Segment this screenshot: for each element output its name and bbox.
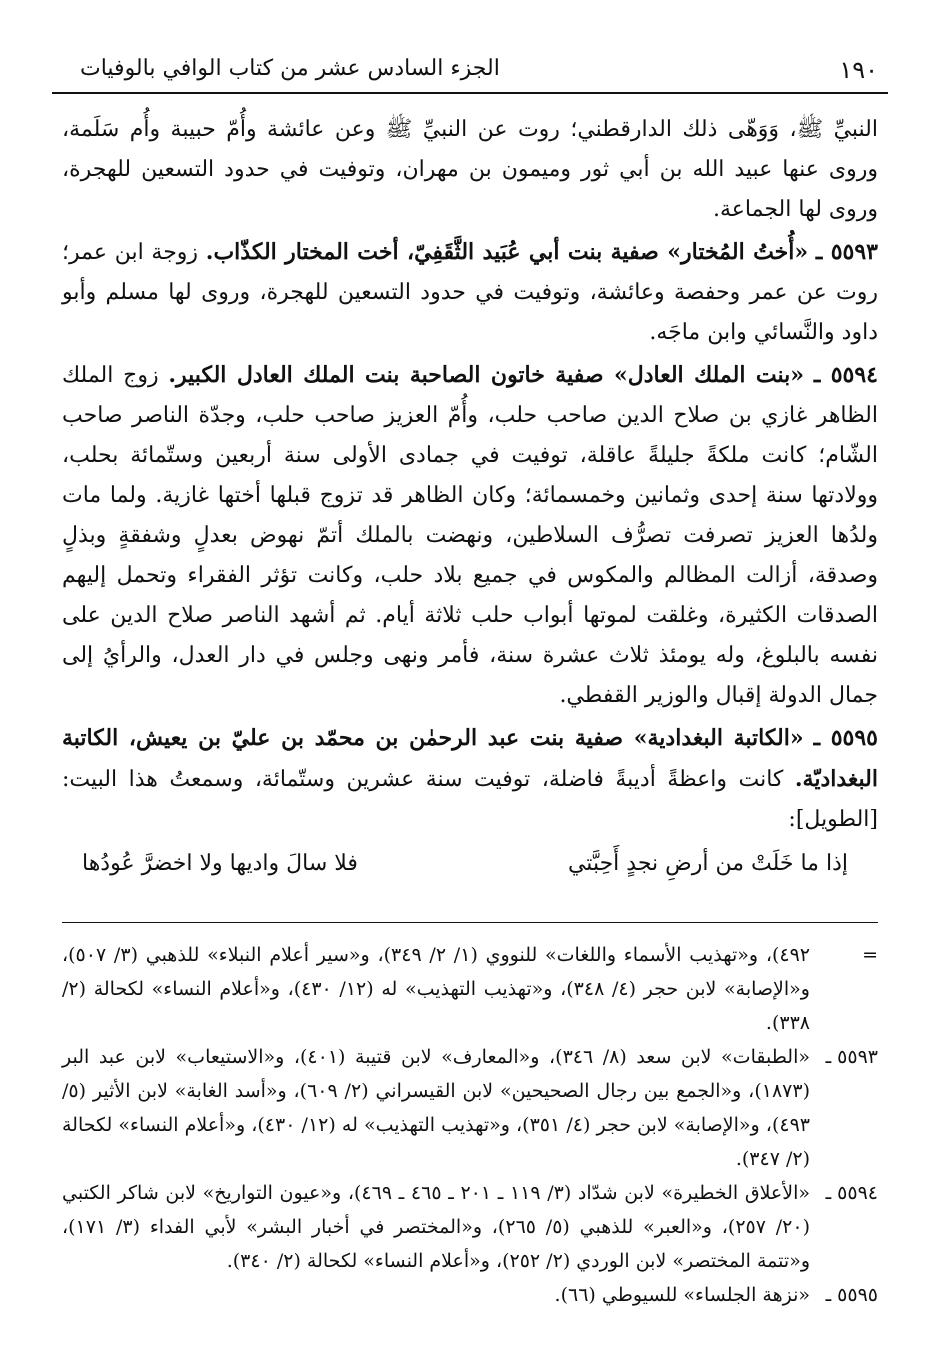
entry-number: ٥٥٩٥ ـ bbox=[813, 725, 878, 751]
footnote-key: = bbox=[862, 944, 878, 966]
entry-text: كانت واعظةً أديبةً فاضلة، توفيت سنة عشرين وستّمائة، وسمعتُ هذا البيت: [الطويل]: bbox=[62, 767, 878, 832]
page-header bbox=[52, 50, 888, 90]
footnote bbox=[62, 1278, 878, 1312]
page-number: ١٩٠ bbox=[839, 56, 878, 84]
entry-5595 bbox=[62, 718, 878, 840]
entry-text: زوجة ابن عمر؛ روت عن عمر وحفصة وعائشة، وتوفيت في حدود التسعين للهجرة، وروى لها مسلم وأبو داود والنَّسائي وابن ماجَه. bbox=[62, 240, 878, 345]
footnote bbox=[62, 938, 878, 1040]
entry-title: «أُختُ المُختار» صفية بنت أبي عُبَيد الثَّقَفِيّ، أخت المختار الكذّاب. bbox=[205, 239, 809, 265]
poem-verse bbox=[62, 844, 878, 884]
entry-text: زوج الملك الظاهر غازي بن صلاح الدين صاحب حلب، وأُمّ العزيز صاحب حلب، وجدّة الناصر صاحب الشّام؛ كانت ملكةً جليلةً عاقلة، توفيت في جمادى الأولى سنة أربعين وستّمائة بحلب، وولادتها سنة إحدى وثمانين وخمسمائة؛ وكان الظاهر قد تزوج قبلها أختها غازية. ولما مات ولدُها العزيز تصرفت تصرُّف السلاطين، ونهضت بالملك أتمّ نهوض بعدلٍ وشفقةٍ وبذلٍ وصدقة، أزالت المظالم والمكوس في جميع بلاد حلب، وكانت تؤثر الفقراء وتحمل إليهم الصدقات الكثيرة، وغلقت لموتها أبواب حلب ثلاثة أيام. ثم أشهد الناصر صلاح الدين على نفسه بالبلوغ، وله يومئذ ثلاث عشرة سنة، فأمر ونهى وجلس في دار العدل، والرأيُ إلى جمال الدولة إقبال والوزير القفطي. bbox=[62, 363, 878, 708]
entry-number: ٥٥٩٣ ـ bbox=[815, 239, 878, 265]
continuation-paragraph: النبيِّ ﷺ، وَوَهّى ذلك الدارقطني؛ روت عن النبيِّ ﷺ وعن عائشة وأُمّ حبيبة وأُم سَلَمة، وروى عنها عبيد الله بن أبي ثور وميمون بن مهران، وتوفيت في حدود التسعين للهجرة، وروى لها الجماعة. bbox=[62, 117, 879, 222]
entry-5594 bbox=[62, 355, 878, 716]
footnote-text: «نزهة الجلساء» للسيوطي (٦٦). bbox=[554, 1284, 810, 1306]
footnotes bbox=[62, 938, 878, 1312]
footnote-text: «الطبقات» لابن سعد (٨/ ٣٤٦)، و«المعارف» لابن قتيبة (٤٠١)، و«الاستيعاب» لابن عبد البر (١٨٧٣)، و«الجمع بين رجال الصحيحين» لابن القيسراني (٢/ ٦٠٩)، و«أسد الغابة» لابن الأثير (٥/ ٤٩٣)، و«الإصابة» لابن حجر (٤/ ٣٥١)، و«تهذيب التهذيب» له (١٢/ ٤٣٠)، و«أعلام النساء» لكحالة (٢/ ٣٤٧). bbox=[62, 1046, 810, 1170]
footnote-text: «الأعلاق الخطيرة» لابن شدّاد (٣/ ١١٩ ـ ٢٠١ ـ ٤٦٥ ـ ٤٦٩)، و«عيون التواريخ» لابن شاكر الكتبي (٢٠/ ٢٥٧)، و«العبر» للذهبي (٥/ ٢٦٥)، و«المختصر في أخبار البشر» لأبي الفداء (٣/ ١٧١)، و«تتمة المختصر» لابن الوردي (٢/ ٢٥٢)، و«أعلام النساء» لكحالة (٢/ ٣٤٠). bbox=[62, 1182, 811, 1272]
header-rule bbox=[52, 92, 888, 94]
entry-title: «الكاتبة البغدادية» صفية بنت عبد الرحمٰن بن محمّد بن عليّ بن يعيش، الكاتبة البغداديّة. bbox=[62, 725, 878, 792]
poem-first-hemistich: إذا ما خَلَتْ من أرضِ نجدٍ أَحِبَّتي bbox=[567, 851, 848, 876]
footnote-key: ٥٥٩٣ ـ bbox=[825, 1046, 878, 1068]
running-title: الجزء السادس عشر من كتاب الوافي بالوفيات bbox=[80, 56, 500, 81]
footnote bbox=[62, 1040, 878, 1176]
main-text bbox=[62, 110, 878, 884]
footnote-key: ٥٥٩٥ ـ bbox=[825, 1284, 878, 1306]
poem-second-hemistich: فلا سالَ واديها ولا اخضرَّ عُودُها bbox=[82, 851, 358, 876]
entry-title: «بنت الملك العادل» صفية خاتون الصاحبة بنت الملك العادل الكبير. bbox=[168, 362, 805, 388]
footnote-separator bbox=[62, 922, 878, 923]
entry-number: ٥٥٩٤ ـ bbox=[813, 362, 878, 388]
footnote-key: ٥٥٩٤ ـ bbox=[825, 1182, 878, 1204]
entry-5593 bbox=[62, 232, 878, 353]
footnote-text: ٤٩٢)، و«تهذيب الأسماء واللغات» للنووي (١/ ٢/ ٣٤٩)، و«سير أعلام النبلاء» للذهبي (٣/ ٥٠٧)، و«الإصابة» لابن حجر (٤/ ٣٤٨)، و«تهذيب التهذيب» له (١٢/ ٤٣٠)، و«أعلام النساء» لكحالة (٢/ ٣٣٨). bbox=[62, 944, 810, 1034]
footnote bbox=[62, 1176, 878, 1278]
